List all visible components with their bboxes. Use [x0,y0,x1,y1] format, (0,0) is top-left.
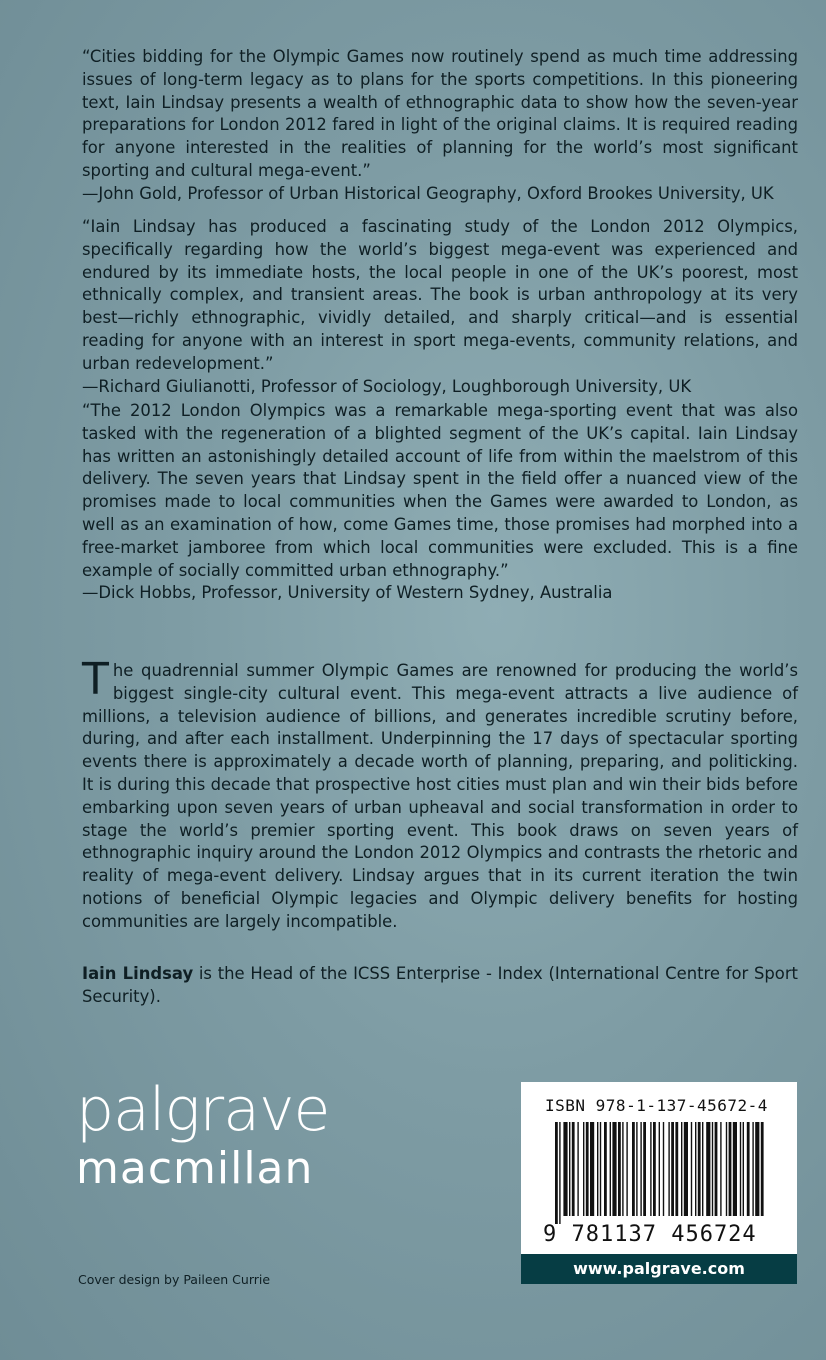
barcode-bar [698,1122,701,1216]
barcode-bar [747,1122,750,1216]
barcode-bar [733,1122,737,1216]
barcode-bar [752,1122,753,1216]
barcode-bar [618,1122,621,1216]
logo-line-palgrave: palgrave [76,1075,330,1145]
barcode-bar [761,1122,764,1216]
barcode-bar [715,1122,718,1216]
barcode-bar [597,1122,598,1216]
barcode-bar [590,1122,594,1216]
endorsement-quote [82,46,798,206]
barcode-bar [632,1122,635,1216]
barcode-bar [729,1122,732,1216]
barcode-number: 9 781137 456724 [543,1222,757,1247]
barcode-bar [695,1122,696,1216]
barcode-bar [586,1122,589,1216]
barcode-bar [577,1122,578,1216]
author-bio [82,963,798,1009]
author-paragraph [82,963,798,1009]
barcode-bar [583,1122,584,1216]
logo-line-macmillan: macmillan [76,1143,314,1194]
barcode-bar [702,1122,703,1216]
barcode-bar [563,1122,567,1216]
description-text: he quadrennial summer Olympic Games are renowned for producing the world’s biggest single-city cultural event. This mega-event attracts a live audience of millions, a television audience of billions, and generates incredible scrutiny before, during, and after each installment. Underpinning the 17 days of spectacular sporting events there is approximately a decade worth of planning, preparing, and politicking. It is during this decade that prospective host cities must plan and win their bids before embarking upon seven years of urban upheaval and social transformation in order to stage the world’s premier sporting event. This book draws on seven years of ethnographic inquiry around the London 2012 Olympics and contrasts the rhetoric and reality of mega-event delivery. Lindsay argues that in its current iteration the twin notions of beneficial Olympic legacies and Olympic delivery benefits for hosting communities are largely incompatible. [82,661,798,931]
isbn-label: ISBN 978-1-137-45672-4 [545,1096,768,1115]
publisher-logo [76,1075,330,1194]
quote-text: “The 2012 London Olympics was a remarkable mega-sporting event that was also tasked with the regeneration of a blighted segment of the UK’s capital. Iain Lindsay has written an astonishingly detailed account of life from within the maelstrom of this delivery. The seven years that Lindsay spent in the field offer a nuanced view of the promises made to local communities when the Games were awarded to London, as well as an examination of how, come Games time, those promises had morphed into a free-market jamboree from which local communities were excluded. This is a fine example of socially committed urban ethnography.” [82,401,798,580]
drop-cap: T [82,654,109,705]
barcode-bar [663,1122,664,1216]
barcode-bar [659,1122,660,1216]
barcode-bar [612,1122,616,1216]
barcode-bar [569,1122,570,1216]
description-paragraph [82,654,798,934]
cover-credit: Cover design by Paileen Currie [78,1272,271,1287]
barcode-bar [675,1122,678,1216]
quote-attribution: —John Gold, Professor of Urban Historical Geography, Oxford Brookes University, UK [82,183,774,203]
barcode-bar [626,1122,627,1216]
barcode-bar [755,1122,759,1216]
barcode-bar [668,1122,669,1216]
barcode-bar [610,1122,611,1216]
barcode-bars [555,1122,765,1224]
barcode-bar [726,1122,727,1216]
barcode-bar [691,1122,692,1216]
barcode-bar [684,1122,688,1216]
quote-text: “Cities bidding for the Olympic Games now routinely spend as much time addressing issues of long-term legacy as to plans for the sports competitions. In this pioneering text, Iain Lindsay presents a wealth of ethnographic data to show how the seven-year preparations for London 2012 fared in light of the original claims. It is required reading for anyone interested in the realities of planning for the world’s most significant sporting and cultural mega-event.” [82,47,798,180]
barcode-bar [671,1122,674,1216]
barcode-bar [622,1122,623,1216]
barcode-bar [555,1122,558,1224]
barcode-bar [643,1122,646,1216]
quote-attribution: —Dick Hobbs, Professor, University of Western Sydney, Australia [82,583,613,603]
barcode-bar [743,1122,744,1216]
barcode-bar [600,1122,601,1216]
book-description [82,654,798,934]
barcode-bar [650,1122,651,1216]
barcode-bar [604,1122,607,1216]
author-bio-text: is the Head of the ICSS Enterprise - Index (International Centre for Sport Security). [82,964,798,1006]
barcode-bar [653,1122,656,1216]
barcode-bar [640,1122,641,1216]
endorsement-quote [82,216,798,398]
author-name: Iain Lindsay [82,964,194,983]
publisher-url[interactable]: www.palgrave.com [521,1254,797,1284]
barcode-bar [720,1122,721,1216]
barcode-bar [681,1122,682,1216]
barcode-bar [559,1122,560,1224]
quote-text: “Iain Lindsay has produced a fascinating study of the London 2012 Olympics, specifically regarding how the world’s biggest mega-event was experienced and endured by its immediate hosts, the local people in one of the UK’s poorest, most ethnically complex, and transient areas. The book is urban anthropology at its very best—richly ethnographic, vividly detailed, and sharply critical—and is essential reading for anyone with an interest in sport mega-events, community relations, and urban redevelopment.” [82,217,798,373]
barcode-bar [636,1122,637,1216]
quote-attribution: —Richard Giulianotti, Professor of Sociology, Loughborough University, UK [82,376,692,396]
barcode-bar [740,1122,741,1216]
endorsement-quote [82,400,798,605]
barcode-bar [706,1122,710,1216]
barcode-bar [572,1122,575,1216]
isbn-barcode [521,1082,797,1254]
barcode-bar [712,1122,713,1216]
